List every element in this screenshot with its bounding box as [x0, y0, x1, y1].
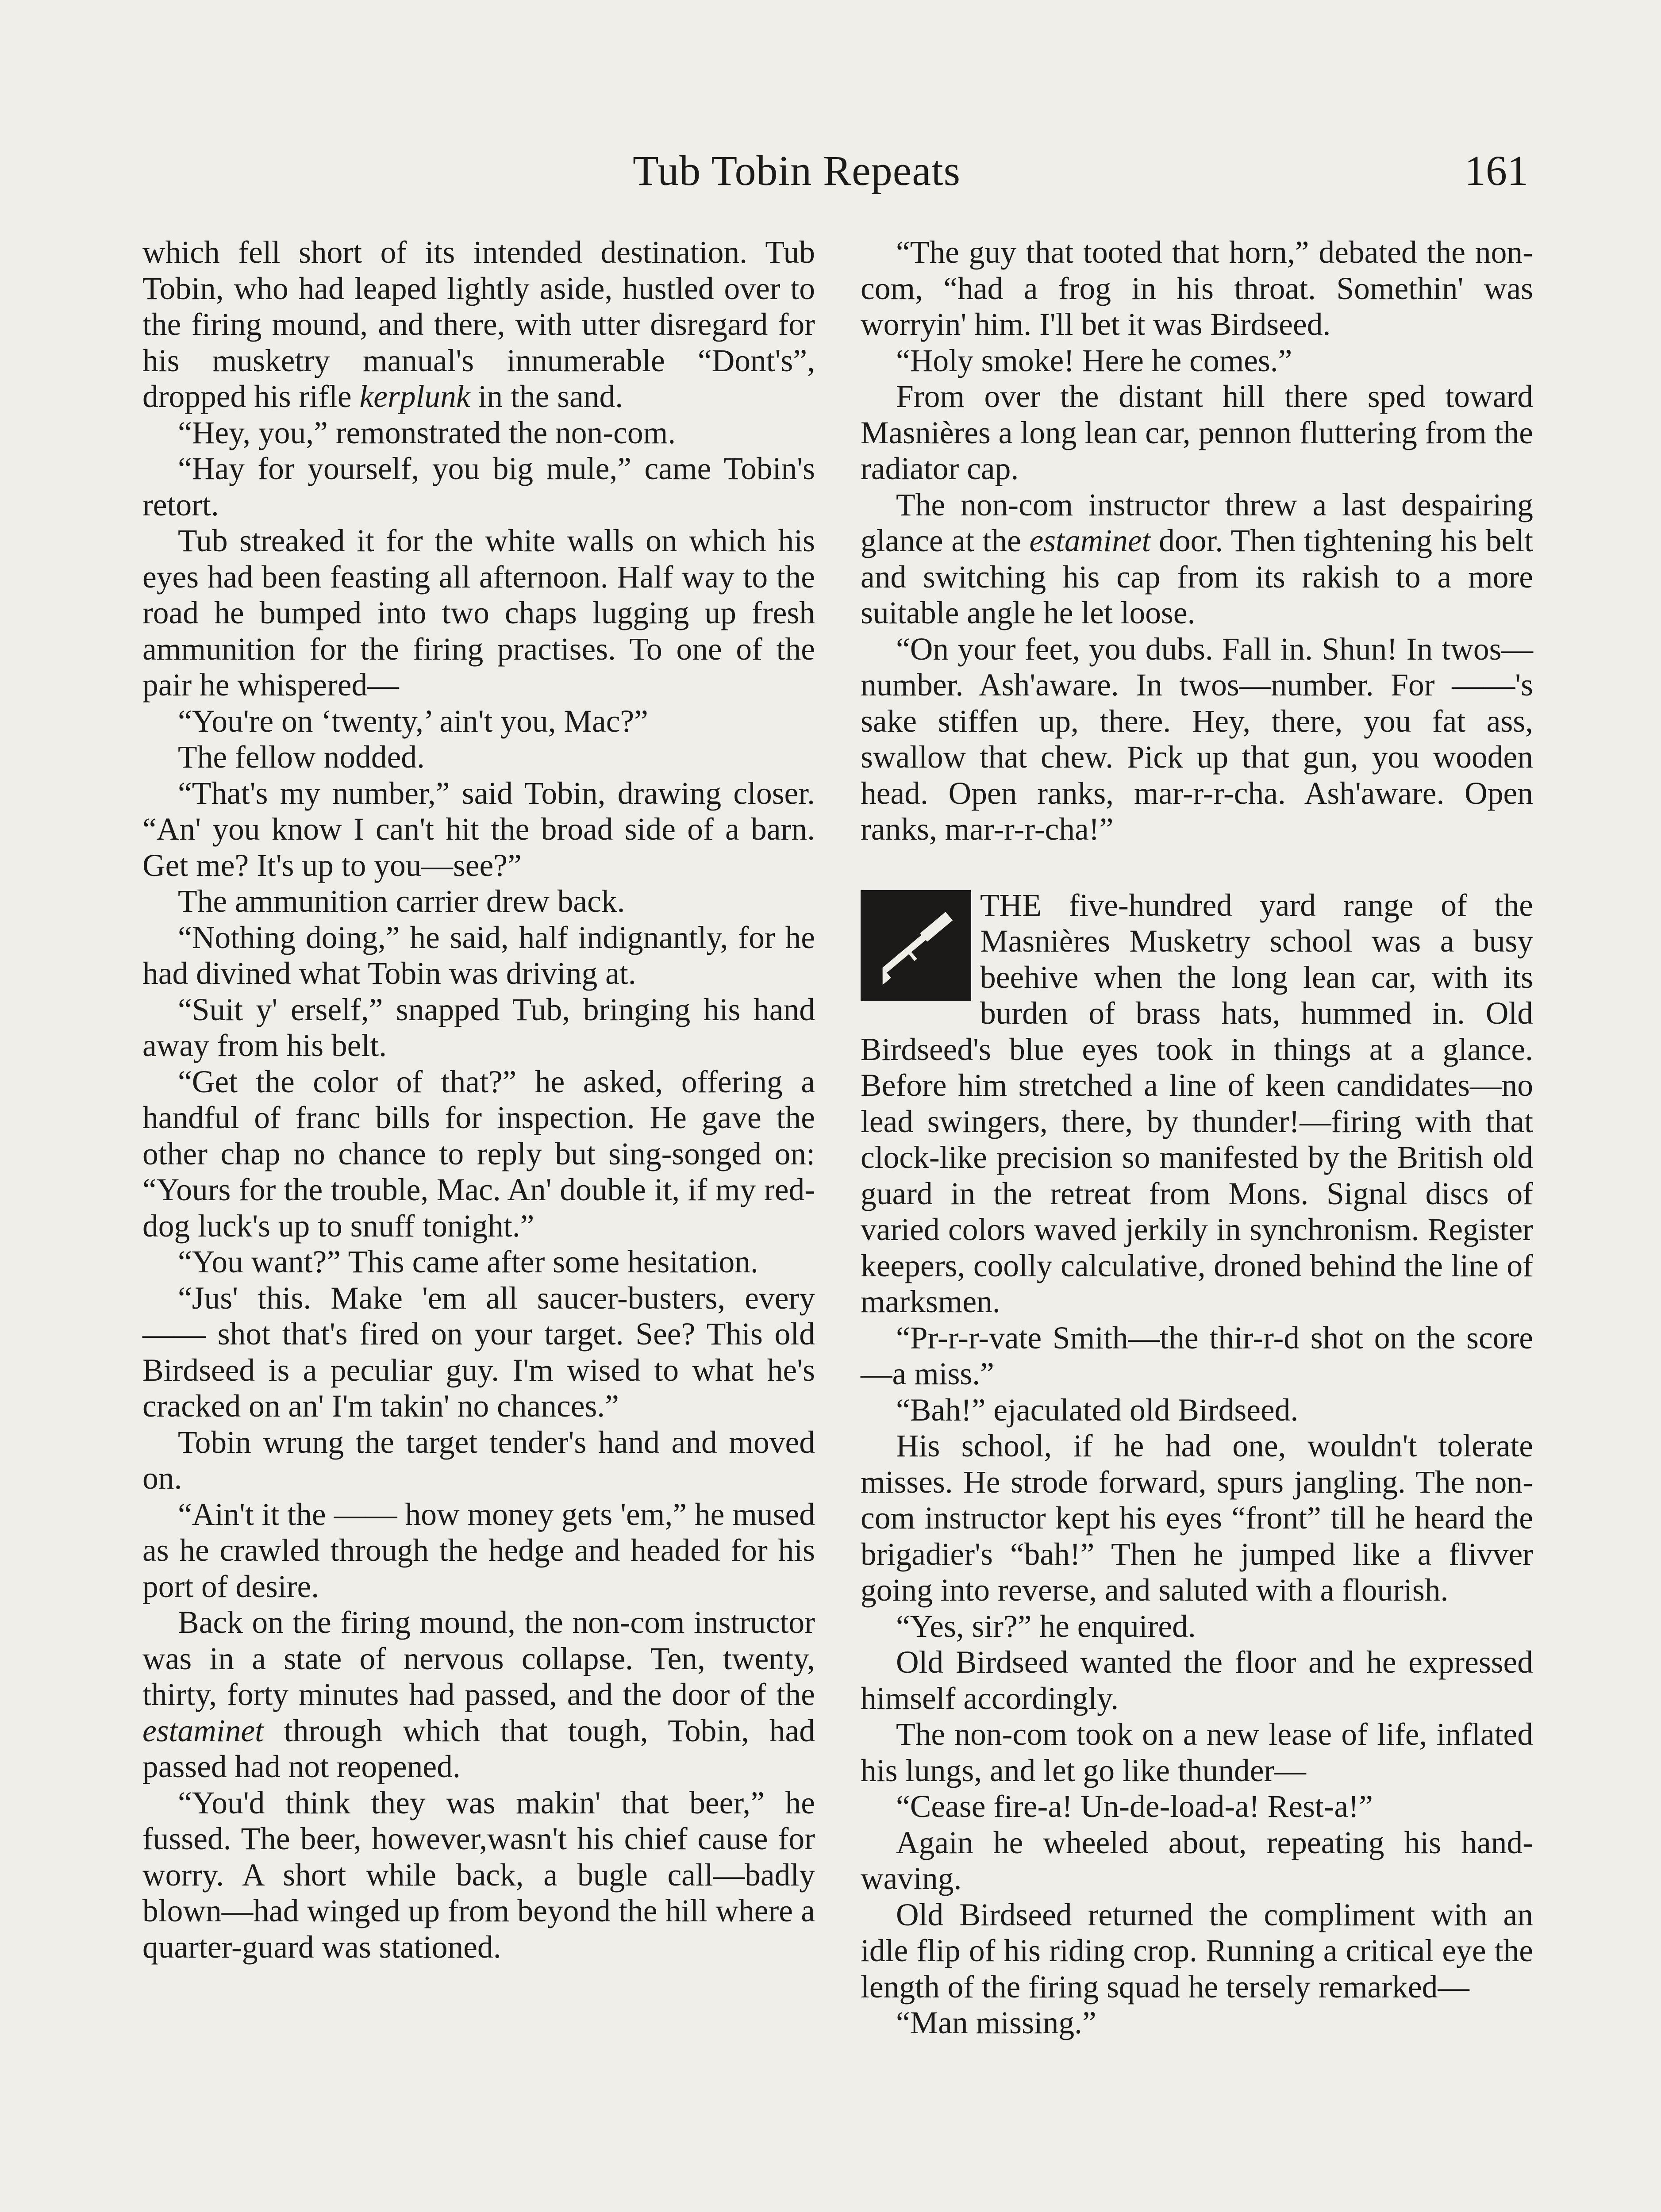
paragraph: “Hey, you,” remonstrated the non-com. [178, 415, 676, 450]
page-header [0, 146, 1661, 199]
left-column [142, 234, 815, 1965]
paragraph: The ammunition carrier drew back. [178, 884, 625, 919]
paragraph: “Pr-r-r-vate Smith—the thir-r-d shot on the score—a miss.” [861, 1320, 1533, 1391]
page-number: 161 [1465, 147, 1528, 194]
paragraph: “Hay for yourself, you big mule,” came Tobin's retort. [142, 451, 815, 522]
section-break [861, 848, 1533, 887]
paragraph: “You'd think they was makin' that beer,” he fussed. The beer, however,wasn't his chief cause for worry. A short while back, a bugle call—badly blown—had winged up from beyond the hill where a quarter-guard was stationed. [142, 1785, 815, 1965]
rifle-icon [861, 890, 971, 1001]
paragraph: “Jus' this. Make 'em all saucer-busters, every —— shot that's fired on your target. See? This old Birdseed is a peculiar guy. I'm wised to what he's cracked on an' I'm takin' no chances.” [142, 1280, 815, 1424]
paragraph: From over the distant hill there sped toward Masnières a long lean car, pennon fluttering from the radiator cap. [861, 379, 1533, 486]
paragraph: “On your feet, you dubs. Fall in. Shun! In twos—number. Ash'aware. In twos—number. For ——'s sake stiffen up, there. Hey, there, you fat ass, swallow that chew. Pick up that gun, you wooden head. Open ranks, mar-r-r-cha. Ash'aware. Open ranks, mar-r-r-cha!” [861, 631, 1533, 847]
paragraph: The fellow nodded. [178, 740, 425, 775]
paragraph: The non-com instructor threw a last despairing glance at the estaminet door. Then tightening his belt and switching his cap from its rakish to a more suitable angle he let loose. [861, 487, 1533, 630]
paragraph: “Ain't it the —— how money gets 'em,” he mused as he crawled through the hedge and headed for his port of desire. [142, 1497, 815, 1604]
paragraph: “Get the color of that?” he asked, offering a handful of franc bills for inspection. He gave the other chap no chance to reply but sing-songed on: “Yours for the trouble, Mac. An' double it, if my red-dog luck's up to snuff tonight.” [142, 1064, 815, 1244]
paragraph: THE five-hundred yard range of the Masnières Musketry school was a busy beehive when the long lean car, with its burden of brass hats, hummed in. Old Birdseed's blue eyes took in things at a glance. Before him stretched a line of keen candidates—no lead swingers, there, by thunder!—firing with that clock-like precision so manifested by the British old guard in the retreat from Mons. Signal discs of varied colors waved jerkily in synchronism. Register keepers, coolly calculative, droned behind the line of marksmen. [861, 887, 1533, 1319]
running-title: Tub Tobin Repeats [633, 147, 961, 194]
paragraph: “Holy smoke! Here he comes.” [896, 343, 1292, 378]
paragraph: His school, if he had one, wouldn't tolerate misses. He strode forward, spurs jangling. The non-com instructor kept his eyes “front” till he heard the brigadier's “bah!” Then he jumped like a flivver going into reverse, and saluted with a flourish. [861, 1429, 1533, 1608]
paragraph: Back on the firing mound, the non-com instructor was in a state of nervous collapse. Ten, twenty, thirty, forty minutes had passed, and the door of the estaminet through which that tough, Tobin, had passed had not reopened. [142, 1605, 815, 1784]
right-column [861, 234, 1533, 2041]
paragraph: “Nothing doing,” he said, half indignantly, for he had divined what Tobin was driving at. [142, 920, 815, 991]
paragraph: “You're on ‘twenty,’ ain't you, Mac?” [178, 703, 648, 739]
paragraph: Old Birdseed returned the compliment with an idle flip of his riding crop. Running a critical eye the length of the firing squad he tersely remarked— [861, 1897, 1533, 2005]
paragraph: Old Birdseed wanted the floor and he expressed himself accordingly. [861, 1645, 1533, 1716]
paragraph: “That's my number,” said Tobin, drawing closer. “An' you know I can't hit the broad side of a barn. Get me? It's up to you—see?” [142, 776, 815, 883]
paragraph: “You want?” This came after some hesitation. [178, 1244, 758, 1279]
paragraph: Again he wheeled about, repeating his hand-waving. [861, 1825, 1533, 1896]
paragraph: “Suit y' erself,” snapped Tub, bringing his hand away from his belt. [142, 992, 815, 1063]
paragraph: “Bah!” ejaculated old Birdseed. [896, 1392, 1299, 1428]
paragraph: “Yes, sir?” he enquired. [896, 1609, 1196, 1644]
paragraph: “The guy that tooted that horn,” debated the non-com, “had a frog in his throat. Somethin' was worryin' him. I'll bet it was Birdseed. [861, 235, 1533, 342]
paragraph: which fell short of its intended destination. Tub Tobin, who had leaped lightly aside, hustled over to the firing mound, and there, with utter disregard for his musketry manual's innumerable “Dont's”, dropped his rifle kerplunk in the sand. [142, 235, 815, 414]
paragraph: “Man missing.” [896, 2005, 1096, 2040]
paragraph: “Cease fire-a! Un-de-load-a! Rest-a!” [896, 1789, 1373, 1824]
paragraph: Tub streaked it for the white walls on which his eyes had been feasting all afternoon. Half way to the road he bumped into two chaps lugging up fresh ammunition for the firing practises. To one of the pair he whispered— [142, 523, 815, 703]
paragraph: The non-com took on a new lease of life, inflated his lungs, and let go like thunder— [861, 1717, 1533, 1788]
paragraph: Tobin wrung the target tender's hand and moved on. [142, 1425, 815, 1496]
